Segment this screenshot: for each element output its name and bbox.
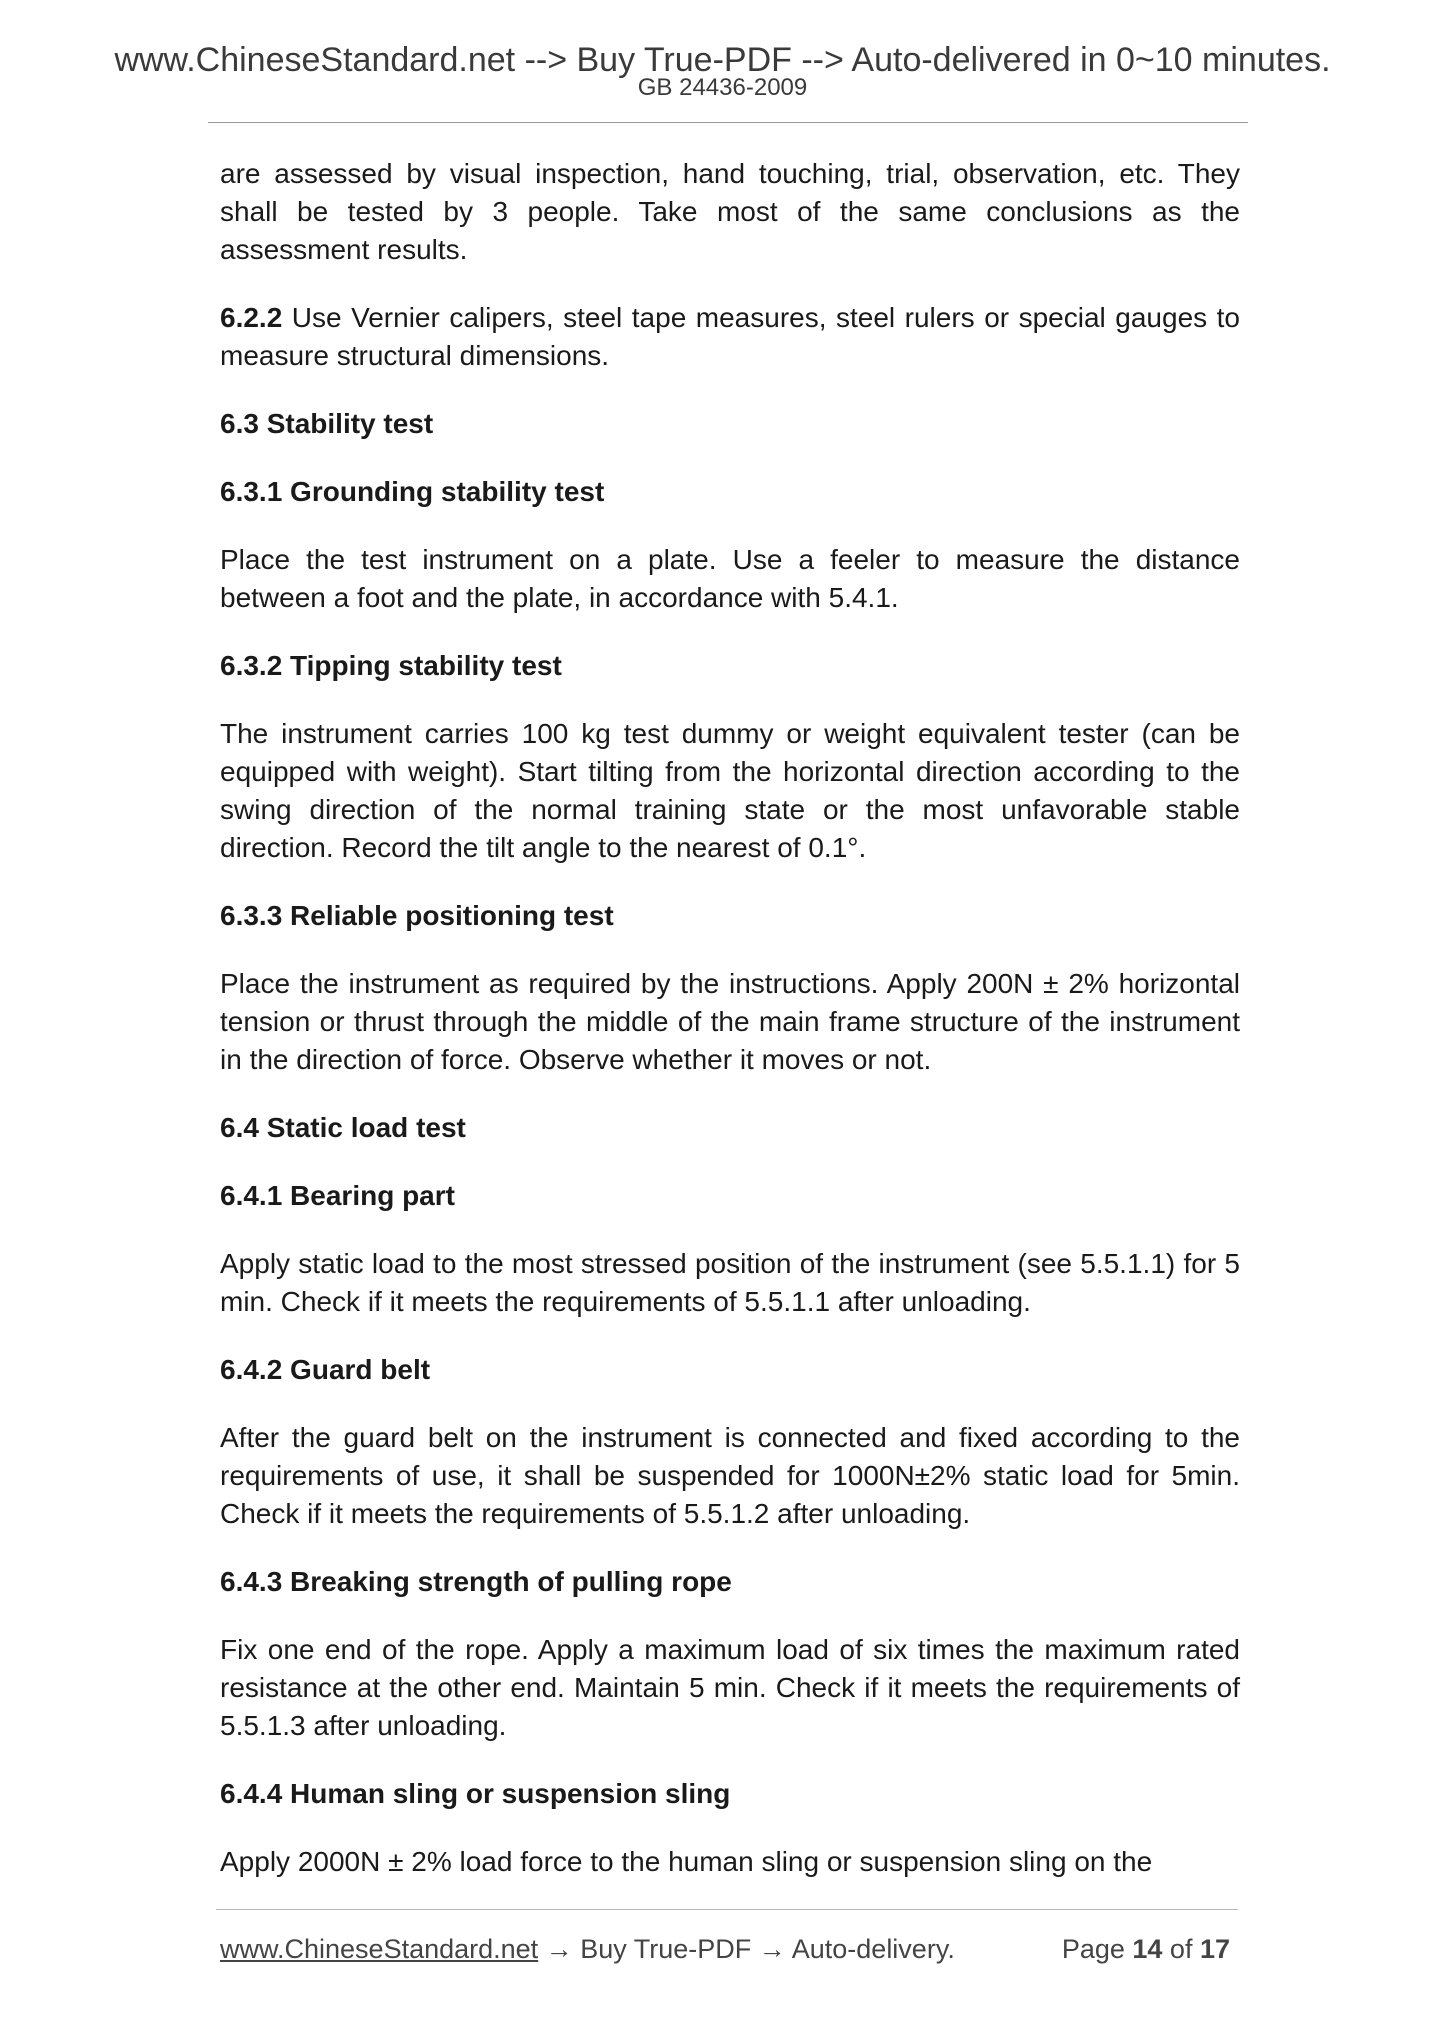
document-number: GB 24436-2009 [637, 74, 808, 101]
heading-6-3-3: 6.3.3 Reliable positioning test [220, 900, 614, 931]
footer-tagline: → Buy True-PDF → Auto-delivery. [538, 1934, 955, 1964]
site-banner: www.ChineseStandard.net --> Buy True-PDF --> Auto-delivered in 0~10 minutes. [114, 41, 1331, 79]
heading-6-3-2: 6.3.2 Tipping stability test [220, 650, 562, 681]
page-of: of [1162, 1934, 1200, 1964]
paragraph-6-3-2: The instrument carries 100 kg test dummy or weight equivalent tester (can be equipped with weight). Start tilting from the horizontal direction according to the swing direction of the normal training state or the most unfavorable stable direction. Record the tilt angle to the nearest of 0.1°. [220, 718, 1240, 863]
paragraph-6-3-3: Place the instrument as required by the instructions. Apply 200N ± 2% horizontal tension or thrust through the middle of the main frame structure of the instrument in the direction of force. Observe whether it moves or not. [220, 968, 1240, 1075]
footer-site-link[interactable]: www.ChineseStandard.net [220, 1934, 539, 1964]
clause-text: Use Vernier calipers, steel tape measures, steel rulers or special gauges to measure structural dimensions. [220, 302, 1240, 371]
heading-6-3: 6.3 Stability test [220, 408, 434, 439]
heading-6-4-3: 6.4.3 Breaking strength of pulling rope [220, 1566, 732, 1597]
document-body [220, 155, 1240, 1911]
paragraph-6-4-3: Fix one end of the rope. Apply a maximum load of six times the maximum rated resistance at the other end. Maintain 5 min. Check if it meets the requirements of 5.5.1.3 after unloading. [220, 1634, 1240, 1741]
heading-6-4-1: 6.4.1 Bearing part [220, 1180, 455, 1211]
page-label: Page [1061, 1934, 1133, 1964]
paragraph-6-2-2 [220, 299, 1240, 375]
footer-divider [216, 1909, 1238, 1910]
paragraph-6-4-4: Apply 2000N ± 2% load force to the human sling or suspension sling on the [220, 1846, 1153, 1877]
clause-number: 6.2.2 [220, 302, 283, 333]
heading-6-4-4: 6.4.4 Human sling or suspension sling [220, 1778, 731, 1809]
heading-6-4-2: 6.4.2 Guard belt [220, 1354, 431, 1385]
heading-6-4: 6.4 Static load test [220, 1112, 466, 1143]
paragraph-6-4-1: Apply static load to the most stressed position of the instrument (see 5.5.1.1) for 5 min. Check if it meets the requirements of 5.5.1.1 after unloading. [220, 1248, 1240, 1317]
heading-6-3-1: 6.3.1 Grounding stability test [220, 476, 605, 507]
page-footer [220, 1932, 1230, 1966]
page-indicator [1062, 1932, 1230, 1966]
page-total: 17 [1199, 1934, 1230, 1964]
page-current: 14 [1132, 1934, 1163, 1964]
paragraph-continuation: are assessed by visual inspection, hand touching, trial, observation, etc. They shall be tested by 3 people. Take most of the same conclusions as the assessment results. [220, 158, 1240, 265]
header-divider [208, 122, 1248, 123]
paragraph-6-4-2: After the guard belt on the instrument is connected and fixed according to the requirements of use, it shall be suspended for 1000N±2% static load for 5min. Check if it meets the requirements of 5.5.1.2 after unloading. [220, 1422, 1240, 1529]
paragraph-6-3-1: Place the test instrument on a plate. Use a feeler to measure the distance between a foot and the plate, in accordance with 5.4.1. [220, 544, 1240, 613]
